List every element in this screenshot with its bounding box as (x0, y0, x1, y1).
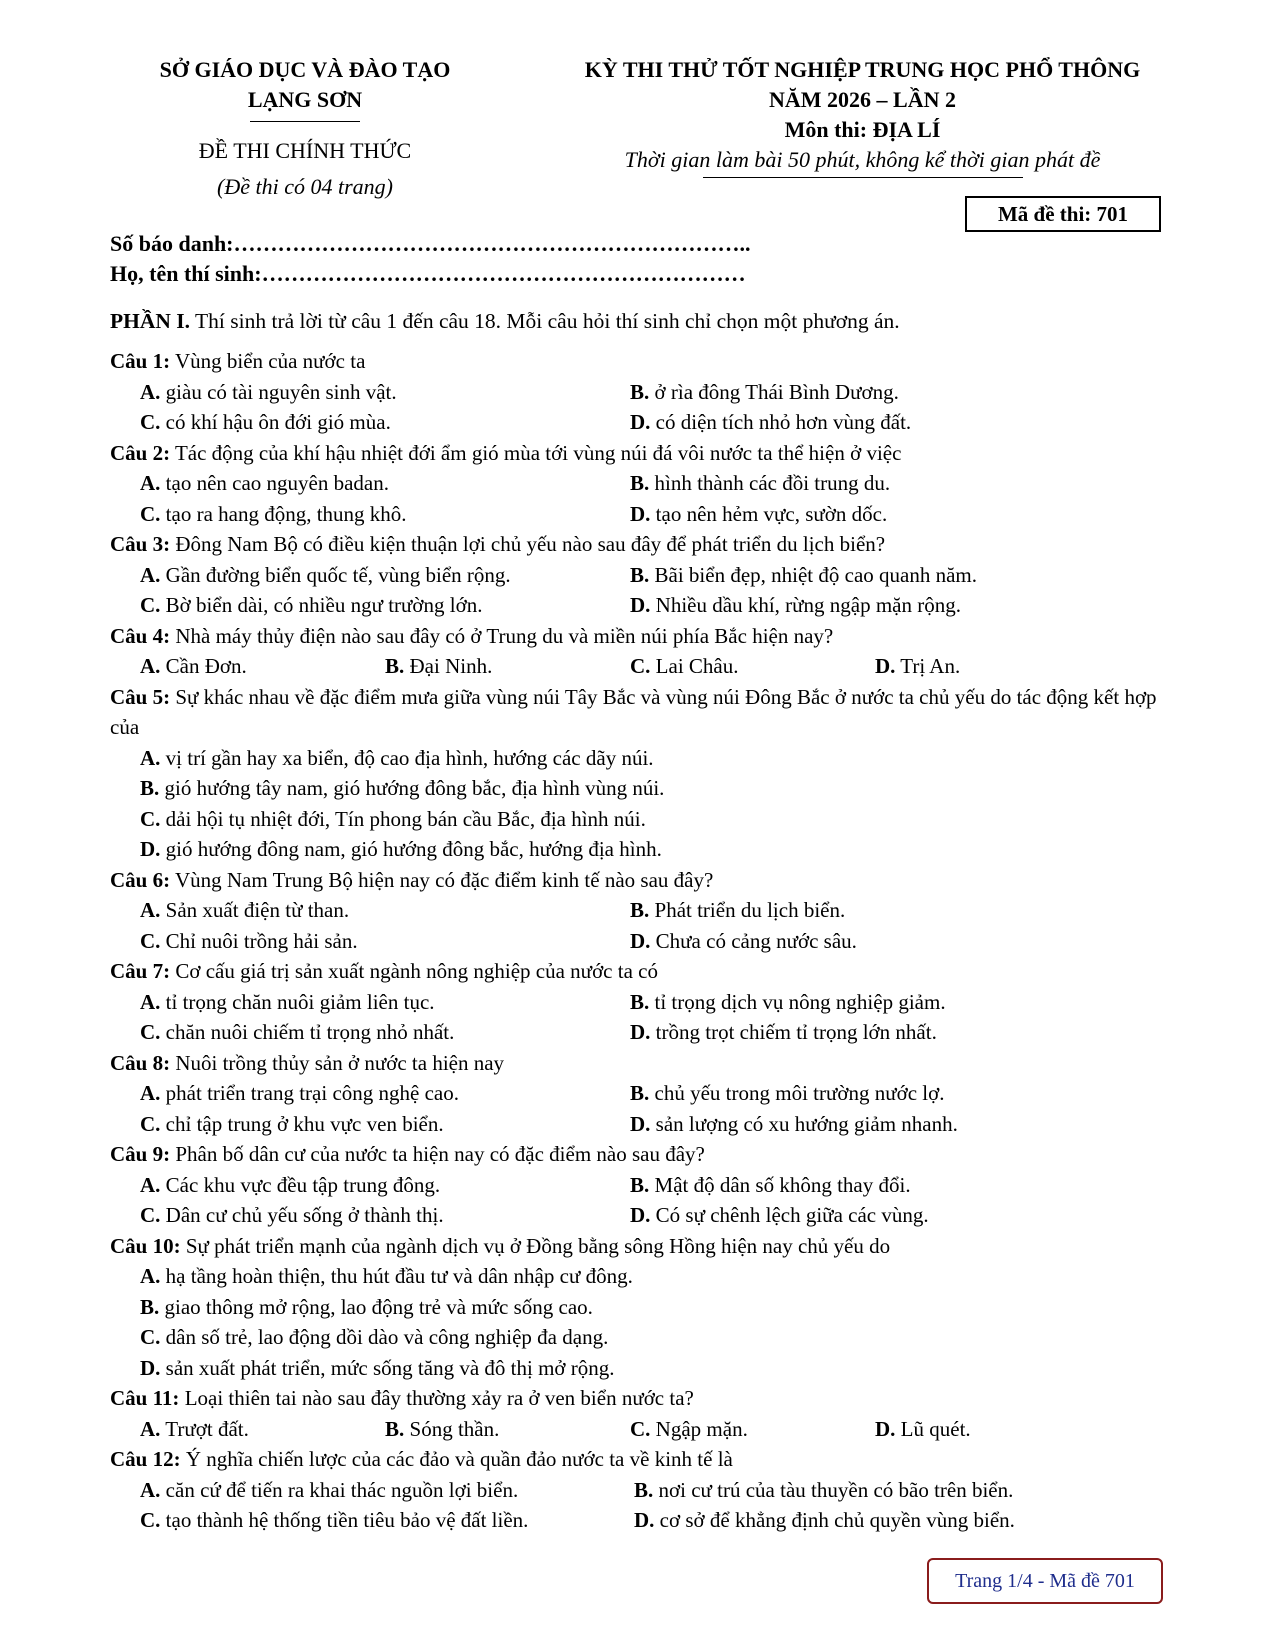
option-letter: B. (385, 654, 405, 678)
question-label: Câu 9: (110, 1142, 171, 1166)
option-letter: D. (140, 837, 161, 861)
answer-option (140, 407, 630, 438)
header-right (540, 55, 1185, 178)
option-row (110, 987, 1170, 1018)
option-letter: A. (140, 1172, 161, 1197)
section-title: PHẦN I. (110, 309, 191, 333)
question-label: Câu 10: (110, 1233, 181, 1258)
exam-code-box: Mã đề thi: 701 (965, 196, 1161, 232)
question-stem (110, 1048, 1170, 1079)
official-exam-label: ĐỀ THI CHÍNH THỨC (198, 138, 412, 163)
option-text: giao thông mở rộng, lao động trẻ và mức sống cao. (159, 1294, 593, 1319)
question-text: Nhà máy thủy điện nào sau đây có ở Trung du và miền núi phía Bắc hiện nay? (170, 623, 834, 648)
option-text: Mật độ dân số không thay đổi. (649, 1172, 911, 1197)
option-row (110, 743, 1170, 774)
answer-option (140, 1292, 1140, 1323)
option-text: tạo thành hệ thống tiền tiêu bảo vệ đất liền. (160, 1508, 529, 1532)
question-5 (110, 682, 1170, 865)
answer-option (630, 1109, 1120, 1140)
question-text: Vùng biển của nước ta (170, 349, 366, 373)
option-text: vị trí gần hay xa biển, độ cao địa hình, hướng các dãy núi. (160, 745, 654, 770)
option-letter: A. (140, 1264, 161, 1288)
option-letter: B. (140, 776, 160, 800)
answer-option (630, 499, 1120, 530)
answer-option (140, 834, 1140, 865)
option-text: sản xuất phát triển, mức sống tăng và đô thị mở rộng. (160, 1355, 615, 1380)
question-9 (110, 1139, 1170, 1231)
option-text: giàu có tài nguyên sinh vật. (160, 379, 397, 404)
option-text: Cần Đơn. (160, 654, 247, 678)
question-4 (110, 621, 1170, 682)
question-stem (110, 1444, 1170, 1475)
answer-option (140, 499, 630, 530)
answer-option (630, 377, 1120, 408)
option-row (110, 499, 1170, 530)
option-text: tỉ trọng chăn nuôi giảm liên tục. (160, 989, 435, 1014)
option-letter: A. (140, 745, 161, 770)
question-3 (110, 529, 1170, 621)
question-10 (110, 1231, 1170, 1384)
option-text: có diện tích nhỏ hơn vùng đất. (650, 410, 912, 434)
answer-option (140, 1475, 634, 1506)
exam-title: KỲ THI THỬ TỐT NGHIỆP TRUNG HỌC PHỔ THÔNG (584, 57, 1141, 82)
question-text: Tác động của khí hậu nhiệt đới ẩm gió mùa tới vùng núi đá vôi nước ta thể hiện ở việc (170, 440, 902, 465)
option-text: Chưa có cảng nước sâu. (650, 928, 857, 953)
answer-option (630, 590, 1120, 621)
question-text: Loại thiên tai nào sau đây thường xảy ra ở ven biển nước ta? (179, 1386, 694, 1410)
option-text: căn cứ để tiến ra khai thác nguồn lợi biển. (160, 1477, 519, 1502)
option-text: hình thành các đồi trung du. (649, 471, 891, 495)
question-list (110, 346, 1170, 1536)
option-row (110, 560, 1170, 591)
option-letter: B. (385, 1416, 405, 1441)
option-text: Lũ quét. (895, 1416, 971, 1441)
question-text: Nuôi trồng thủy sản ở nước ta hiện nay (170, 1050, 505, 1075)
question-stem (110, 529, 1170, 560)
option-text: Phát triển du lịch biển. (649, 898, 846, 922)
question-text: Ý nghĩa chiến lược của các đảo và quần đảo nước ta về kinh tế là (180, 1447, 733, 1471)
option-letter: B. (634, 1477, 654, 1502)
option-row (110, 1261, 1170, 1292)
question-text: Đông Nam Bộ có điều kiện thuận lợi chủ yếu nào sau đây để phát triển du lịch biển? (170, 532, 886, 556)
question-2 (110, 438, 1170, 530)
option-letter: A. (140, 471, 161, 495)
question-label: Câu 3: (110, 532, 171, 556)
option-text: Đại Ninh. (404, 654, 493, 678)
option-row (110, 895, 1170, 926)
question-label: Câu 4: (110, 623, 171, 648)
option-text: Sản xuất điện từ than. (160, 898, 350, 922)
answer-option (140, 1200, 630, 1231)
option-text: có khí hậu ôn đới gió mùa. (160, 410, 391, 434)
option-text: tỉ trọng dịch vụ nông nghiệp giảm. (649, 989, 946, 1014)
option-row (110, 1414, 1170, 1445)
option-letter: D. (630, 1020, 651, 1044)
option-letter: C. (140, 1325, 161, 1349)
option-row (110, 407, 1170, 438)
option-text: dân số trẻ, lao động dồi dào và công nghiệp đa dạng. (160, 1325, 609, 1349)
question-text: Sự phát triển mạnh của ngành dịch vụ ở Đồng bằng sông Hồng hiện nay chủ yếu do (180, 1233, 891, 1258)
option-letter: B. (140, 1294, 160, 1319)
answer-option (385, 651, 630, 682)
option-text: Ngập mặn. (650, 1416, 748, 1441)
question-stem (110, 621, 1170, 652)
option-row (110, 1475, 1170, 1506)
candidate-id-field: Số báo danh:…………………………………………………………….. (110, 231, 751, 256)
question-12 (110, 1444, 1170, 1536)
option-text: Có sự chênh lệch giữa các vùng. (650, 1203, 929, 1227)
question-label: Câu 11: (110, 1386, 180, 1410)
option-letter: C. (630, 654, 651, 678)
answer-option (630, 1078, 1120, 1109)
answer-option (140, 377, 630, 408)
option-text: dải hội tụ nhiệt đới, Tín phong bán cầu Bắc, địa hình núi. (160, 806, 646, 831)
question-stem (110, 346, 1170, 377)
question-stem (110, 956, 1170, 987)
option-letter: D. (140, 1355, 161, 1380)
option-text: phát triển trang trại công nghệ cao. (160, 1081, 459, 1105)
answer-option (140, 804, 1140, 835)
option-text: Trượt đất. (160, 1416, 249, 1441)
answer-option (140, 1414, 385, 1445)
option-row (110, 651, 1170, 682)
option-letter: D. (630, 1111, 651, 1136)
question-label: Câu 2: (110, 440, 171, 465)
option-letter: D. (630, 410, 651, 434)
option-text: gió hướng đông nam, gió hướng đông bắc, hướng địa hình. (160, 837, 662, 861)
option-text: gió hướng tây nam, gió hướng đông bắc, địa hình vùng núi. (159, 776, 665, 800)
option-letter: D. (630, 1203, 651, 1227)
option-row (110, 1322, 1170, 1353)
question-text: Sự khác nhau về đặc điểm mưa giữa vùng núi Tây Bắc và vùng núi Đông Bắc ở nước ta chủ yếu do tác động kết hợp của (110, 684, 1157, 739)
question-label: Câu 6: (110, 867, 171, 892)
answer-option (630, 926, 1120, 957)
option-text: sản lượng có xu hướng giảm nhanh. (650, 1111, 958, 1136)
question-stem (110, 1139, 1170, 1170)
answer-option (140, 1261, 1140, 1292)
option-letter: A. (140, 1081, 161, 1105)
question-1 (110, 346, 1170, 438)
exam-subject: Môn thi: ĐỊA LÍ (784, 117, 941, 142)
answer-option (630, 468, 1120, 499)
option-text: tạo ra hang động, thung khô. (160, 501, 407, 526)
question-label: Câu 7: (110, 959, 171, 983)
answer-option (630, 895, 1120, 926)
option-text: chủ yếu trong môi trường nước lợ. (649, 1081, 945, 1105)
question-stem (110, 1383, 1170, 1414)
option-text: Sóng thần. (404, 1416, 500, 1441)
section-heading (110, 306, 900, 336)
option-letter: D. (630, 593, 651, 617)
answer-option (140, 895, 630, 926)
option-letter: C. (140, 928, 161, 953)
option-letter: D. (875, 1416, 896, 1441)
option-text: tạo nên cao nguyên badan. (160, 471, 390, 495)
question-stem (110, 438, 1170, 469)
answer-option (630, 651, 875, 682)
option-text: trồng trọt chiếm tỉ trọng lớn nhất. (650, 1020, 937, 1044)
answer-option (385, 1414, 630, 1445)
question-label: Câu 5: (110, 684, 171, 709)
option-letter: C. (140, 1111, 161, 1136)
answer-option (140, 1505, 634, 1536)
question-text: Cơ cấu giá trị sản xuất ngành nông nghiệp của nước ta có (170, 959, 658, 983)
answer-option (630, 1017, 1120, 1048)
page-footer: Trang 1/4 - Mã đề 701 (927, 1558, 1163, 1604)
answer-option (140, 987, 630, 1018)
option-text: Gần đường biển quốc tế, vùng biển rộng. (160, 562, 511, 587)
option-row (110, 468, 1170, 499)
answer-option (634, 1505, 1128, 1536)
answer-option (875, 1414, 1120, 1445)
answer-option (140, 560, 630, 591)
province-name: LẠNG SƠN (247, 87, 363, 112)
option-text: cơ sở để khẳng định chủ quyền vùng biển. (654, 1508, 1015, 1532)
answer-option (140, 1017, 630, 1048)
answer-option (630, 407, 1120, 438)
option-text: Lai Châu. (650, 654, 739, 678)
option-row (110, 773, 1170, 804)
option-letter: A. (140, 1416, 161, 1441)
option-row (110, 377, 1170, 408)
header-right-divider (703, 177, 1023, 178)
answer-option (140, 1109, 630, 1140)
option-letter: C. (630, 1416, 651, 1441)
answer-option (140, 651, 385, 682)
question-stem (110, 865, 1170, 896)
page-count-note: (Đề thi có 04 trang) (217, 174, 393, 199)
option-text: Chỉ nuôi trồng hải sản. (160, 928, 358, 953)
option-letter: C. (140, 1203, 161, 1227)
answer-option (140, 1078, 630, 1109)
answer-option (630, 1414, 875, 1445)
candidate-name-field: Họ, tên thí sinh:………………………………………………………… (110, 261, 746, 286)
option-letter: A. (140, 654, 161, 678)
option-text: chăn nuôi chiếm tỉ trọng nhỏ nhất. (160, 1020, 455, 1044)
question-text: Vùng Nam Trung Bộ hiện nay có đặc điểm kinh tế nào sau đây? (170, 867, 714, 892)
option-letter: B. (630, 1172, 650, 1197)
department-name: SỞ GIÁO DỤC VÀ ĐÀO TẠO (159, 57, 451, 82)
option-letter: C. (140, 806, 161, 831)
option-text: hạ tầng hoàn thiện, thu hút đầu tư và dân nhập cư đông. (160, 1264, 633, 1288)
option-letter: D. (630, 928, 651, 953)
option-text: Các khu vực đều tập trung đông. (160, 1172, 441, 1197)
option-letter: B. (630, 898, 650, 922)
answer-option (140, 468, 630, 499)
option-text: Trị An. (895, 654, 961, 678)
option-row (110, 926, 1170, 957)
option-letter: B. (630, 379, 650, 404)
option-letter: D. (875, 654, 896, 678)
option-row (110, 1292, 1170, 1323)
answer-option (630, 1170, 1120, 1201)
option-letter: C. (140, 593, 161, 617)
option-text: Bờ biển dài, có nhiều ngư trường lớn. (160, 593, 483, 617)
option-row (110, 1109, 1170, 1140)
option-text: Dân cư chủ yếu sống ở thành thị. (160, 1203, 444, 1227)
option-text: Bãi biển đẹp, nhiệt độ cao quanh năm. (649, 562, 978, 587)
answer-option (875, 651, 1120, 682)
answer-option (140, 773, 1140, 804)
option-letter: A. (140, 1477, 161, 1502)
option-letter: B. (630, 989, 650, 1014)
question-stem (110, 682, 1170, 743)
option-letter: C. (140, 410, 161, 434)
option-letter: A. (140, 898, 161, 922)
answer-option (630, 987, 1120, 1018)
option-letter: C. (140, 1508, 161, 1532)
option-text: tạo nên hẻm vực, sườn dốc. (650, 501, 888, 526)
question-label: Câu 8: (110, 1050, 171, 1075)
question-text: Phân bố dân cư của nước ta hiện nay có đặc điểm nào sau đây? (170, 1142, 705, 1166)
answer-option (630, 1200, 1120, 1231)
question-11 (110, 1383, 1170, 1444)
option-text: Nhiều dầu khí, rừng ngập mặn rộng. (650, 593, 961, 617)
answer-option (634, 1475, 1128, 1506)
option-letter: C. (140, 501, 161, 526)
option-letter: B. (630, 1081, 650, 1105)
option-row (110, 1017, 1170, 1048)
answer-option (140, 1322, 1140, 1353)
answer-option (140, 743, 1140, 774)
option-row (110, 804, 1170, 835)
answer-option (140, 926, 630, 957)
question-8 (110, 1048, 1170, 1140)
option-row (110, 1505, 1170, 1536)
question-7 (110, 956, 1170, 1048)
option-letter: D. (634, 1508, 655, 1532)
question-stem (110, 1231, 1170, 1262)
section-instruction: Thí sinh trả lời từ câu 1 đến câu 18. Mỗi câu hỏi thí sinh chỉ chọn một phương án. (190, 309, 900, 333)
option-letter: A. (140, 989, 161, 1014)
option-letter: B. (630, 562, 650, 587)
option-letter: A. (140, 379, 161, 404)
header-left (110, 55, 500, 202)
option-row (110, 1200, 1170, 1231)
option-row (110, 590, 1170, 621)
option-letter: A. (140, 562, 161, 587)
option-text: nơi cư trú của tàu thuyền có bão trên biển. (653, 1477, 1014, 1502)
option-text: ở rìa đông Thái Bình Dương. (649, 379, 899, 404)
option-row (110, 834, 1170, 865)
question-label: Câu 1: (110, 349, 171, 373)
exam-time-note: Thời gian làm bài 50 phút, không kể thời gian phát đề (624, 147, 1101, 172)
question-6 (110, 865, 1170, 957)
option-row (110, 1170, 1170, 1201)
option-letter: C. (140, 1020, 161, 1044)
option-row (110, 1078, 1170, 1109)
answer-option (630, 560, 1120, 591)
answer-option (140, 590, 630, 621)
question-label: Câu 12: (110, 1447, 181, 1471)
option-letter: B. (630, 471, 650, 495)
option-text: chỉ tập trung ở khu vực ven biển. (160, 1111, 444, 1136)
answer-option (140, 1170, 630, 1201)
answer-option (140, 1353, 1140, 1384)
option-letter: D. (630, 501, 651, 526)
header-left-divider (250, 121, 360, 122)
exam-year: NĂM 2026 – LẦN 2 (769, 87, 956, 112)
option-row (110, 1353, 1170, 1384)
